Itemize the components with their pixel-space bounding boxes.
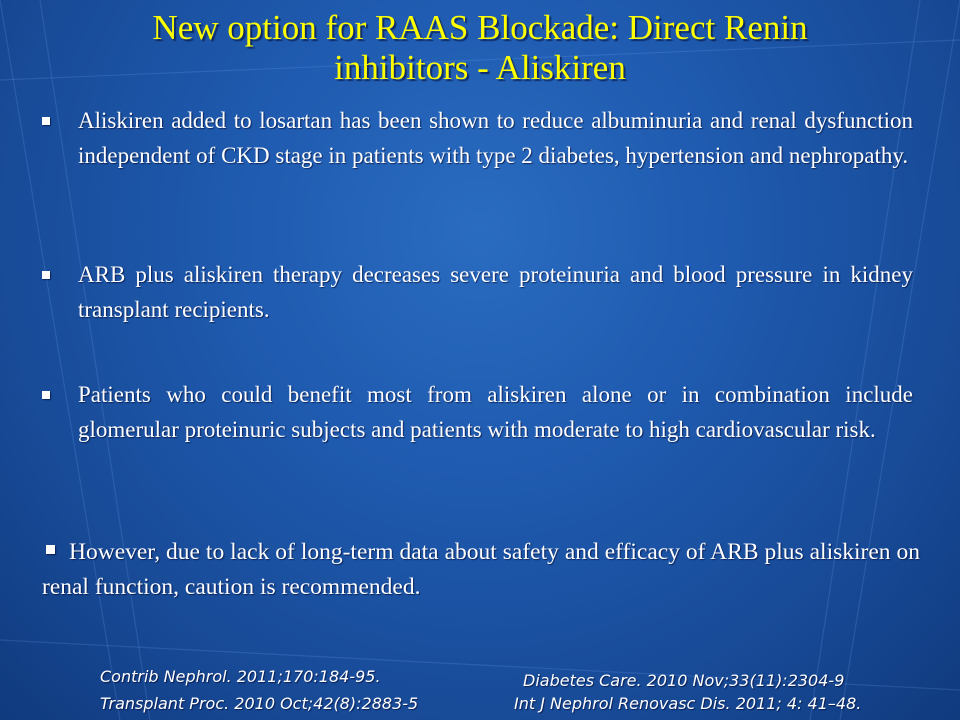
bullet-item-3	[78, 377, 913, 447]
bullet-item-1	[78, 103, 913, 173]
bullet-square-icon	[46, 545, 55, 554]
reference-diabetes-care: Diabetes Care. 2010 Nov;33(11):2304-9	[523, 671, 845, 690]
bullet-item-2	[78, 257, 913, 327]
bullet-text-2: ARB plus aliskiren therapy decreases severe proteinuria and blood pressure in kidney transplant recipients.	[78, 262, 913, 322]
reference-int-j-nephrol: Int J Nephrol Renovasc Dis. 2011; 4: 41–48.	[514, 694, 862, 713]
bullet-square-icon	[42, 271, 50, 279]
bullet-text-3: Patients who could benefit most from aliskiren alone or in combination include glomerular proteinuric subjects and patients with moderate to high cardiovascular risk.	[78, 382, 913, 442]
slide-title	[0, 8, 960, 88]
bullet-text-1: Aliskiren added to losartan has been shown to reduce albuminuria and renal dysfunction independent of CKD stage in patients with type 2 diabetes, hypertension and nephropathy.	[78, 108, 913, 168]
caution-bullet	[42, 535, 920, 605]
title-line-2: inhibitors - Aliskiren	[334, 48, 626, 87]
title-line-1: New option for RAAS Blockade: Direct Renin	[152, 8, 808, 47]
caution-text: However, due to lack of long-term data about safety and efficacy of ARB plus aliskiren on renal function, caution is recommended.	[42, 539, 920, 600]
reference-transplant-proc: Transplant Proc. 2010 Oct;42(8):2883-5	[100, 694, 419, 713]
bullet-square-icon	[42, 391, 50, 399]
reference-contrib-nephrol: Contrib Nephrol. 2011;170:184-95.	[100, 667, 381, 686]
bullet-square-icon	[42, 117, 50, 125]
